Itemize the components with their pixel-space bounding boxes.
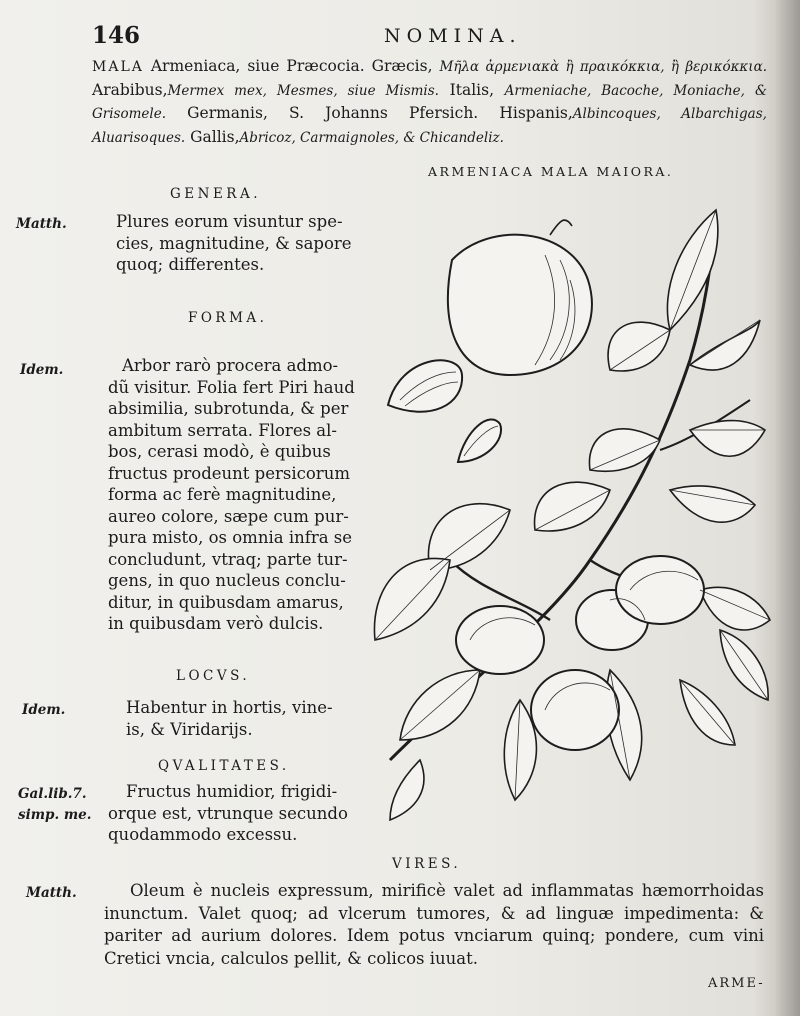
names-text-4: Germanis, [187, 104, 268, 122]
text-line: quodammodo excessu. [108, 825, 298, 844]
greek-names: Μῆλα ἀρμενιακὰ ἢ πραικόκκια, ἢ βερικόκκια. [439, 59, 767, 75]
text-line: gens, in quo nucleus conclu- [108, 571, 346, 590]
forma-heading: FORMA. [188, 310, 268, 326]
names-text-1: Armeniaca, siue Præcocia. Græcis, [150, 57, 433, 75]
forma-text [108, 355, 355, 635]
names-text-5: Hispanis, [499, 104, 573, 122]
qualitates-heading: QVALITATES. [158, 758, 290, 774]
apricot-woodcut-illustration [360, 200, 780, 840]
french-names: Abricoz, Carmaignoles, & Chicandeliz. [239, 129, 504, 146]
qualitates-margin-note-1: Gal.lib.7. [18, 786, 87, 802]
qualitates-margin-note-2: simp. me. [18, 807, 92, 823]
german-name: S. Johanns Pfersich. [289, 104, 479, 122]
running-title: NOMINA. [384, 25, 522, 47]
text-line: aureo colore, sæpe cum pur- [108, 506, 349, 526]
text-line: Habentur in hortis, vine- [126, 698, 333, 717]
apricot-fruit-icon [448, 220, 592, 375]
text-line: ambitum serrata. Flores al- [108, 420, 337, 440]
names-lead: MALA [92, 59, 144, 75]
apricot-stone-icon [388, 360, 462, 411]
names-text-6: Gallis, [190, 127, 240, 146]
page-number: 146 [92, 22, 141, 49]
locus-margin-note: Idem. [22, 702, 66, 718]
text-line: ditur, in quibusdam amarus, [108, 592, 344, 612]
figure-caption: ARMENIACA MALA MAIORA. [428, 164, 674, 179]
apricot-fruit-cluster-icon [456, 556, 704, 750]
text-line: Arbor rarò procera admo- [122, 356, 339, 375]
genera-text [116, 211, 352, 276]
names-text-3: Italis, [449, 80, 494, 99]
text-line: dũ visitur. Folia fert Piri haud [108, 377, 355, 397]
text-line: orque est, vtrunque secundo [108, 803, 348, 823]
text-line: fructus prodeunt persicorum [108, 463, 350, 483]
text-line: bos, cerasi modò, è quibus [108, 442, 331, 461]
qualitates-text [108, 781, 348, 846]
arabic-names: Mermex mex, Mesmes, siue Mismis. [167, 82, 439, 99]
spanish-names: Albincoques, Albarchigas, Aluarisoques. [92, 106, 767, 146]
vires-text: Oleum è nucleis expressum, mirificè valet ad inflammatas hæmorrhoidas inunctum. Valet quoq; ad vlcerum tumores, & ad linguæ impedimenta: & pariter ad aurium dolores. Idem potus vnciarum quinq; pondere, cum vini Cretici vncia, calculos pellit, & colicos iuuat. [104, 881, 764, 968]
forma-margin-note: Idem. [20, 362, 64, 378]
vires-heading: VIRES. [392, 856, 462, 872]
text-line: concludunt, vtraq; parte tur- [108, 549, 348, 569]
text-line: forma ac ferè magnitudine, [108, 485, 337, 504]
text-line: quoq; differentes. [116, 255, 265, 274]
apricot-kernel-icon [458, 419, 501, 462]
names-paragraph [92, 55, 767, 149]
text-line: Plures eorum visuntur spe- [116, 212, 343, 231]
italian-names: Armeniache, Bacoche, Moniache, & Grisomele. [92, 82, 767, 122]
text-line: is, & Viridarijs. [126, 719, 253, 739]
genera-margin-note: Matth. [16, 216, 67, 232]
text-line: in quibusdam verò dulcis. [108, 614, 324, 633]
text-line: absimilia, subrotunda, & per [108, 399, 349, 418]
catchword: ARME- [708, 976, 765, 991]
text-line: pura misto, os omnia infra se [108, 528, 353, 547]
genera-heading: GENERA. [170, 186, 262, 202]
names-text-2: Arabibus, [92, 80, 168, 99]
locus-text [126, 697, 333, 740]
locus-heading: LOCVS. [176, 668, 251, 684]
text-line: Fructus humidior, frigidi- [126, 782, 338, 801]
text-line: cies, magnitudine, & sapore [116, 233, 352, 253]
vires-margin-note: Matth. [26, 885, 77, 901]
